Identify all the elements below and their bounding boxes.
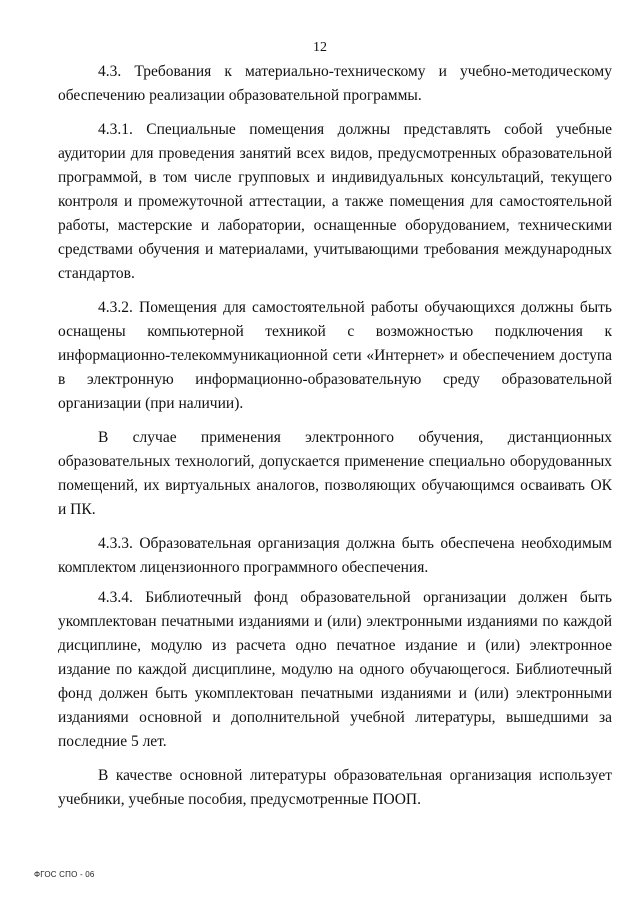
paragraph-elearning: В случае применения электронного обучения, дистанционных образовательных технологий, допускается применение специально оборудованных помещений, их виртуальных аналогов, позволяющих обучающимся осваивать ОК и ПК. [58, 429, 612, 518]
paragraph-4-3-2: 4.3.2. Помещения для самостоятельной работы обучающихся должны быть оснащены компьютерной техникой с возможностью подключения к информационно-телекоммуникационной сети «Интернет» и обеспечением доступа в электронную информационно-образовательную среду образовательной организации (при наличии). [58, 299, 612, 412]
paragraph-main-literature: В качестве основной литературы образовательная организация использует учебники, учебные пособия, предусмотренные ПООП. [58, 767, 612, 808]
paragraph-4-3-1: 4.3.1. Специальные помещения должны представлять собой учебные аудитории для проведения занятий всех видов, предусмотренных образовательной программой, в том числе групповых и индивидуальных консультаций, текущего контроля и промежуточной аттестации, а также помещения для самостоятельной работы, мастерские и лаборатории, оснащенные оборудованием, техническими средствами обучения и материалами, учитывающими требования международных стандартов. [58, 121, 612, 282]
paragraph-4-3-3: 4.3.3. Образовательная организация должна быть обеспечена необходимым комплектом лицензионного программного обеспечения. [58, 535, 612, 576]
paragraph-4-3-4: 4.3.4. Библиотечный фонд образовательной организации должен быть укомплектован печатными изданиями и (или) электронными изданиями по каждой дисциплине, модулю из расчета одно печатное издание и (или) электронное издание по каждой дисциплине, модулю на одного обучающегося. Библиотечный фонд должен быть укомплектован печатными изданиями и (или) электронными изданиями основной и дополнительной учебной литературы, вышедшими за последние 5 лет. [58, 589, 612, 750]
section-4-3-heading: 4.3. Требования к материально-техническому и учебно-методическому обеспечению реализации образовательной программы. [58, 63, 612, 104]
document-body [58, 60, 612, 822]
document-footer: ФГОС СПО - 06 [34, 870, 95, 879]
page-number: 12 [313, 40, 327, 55]
